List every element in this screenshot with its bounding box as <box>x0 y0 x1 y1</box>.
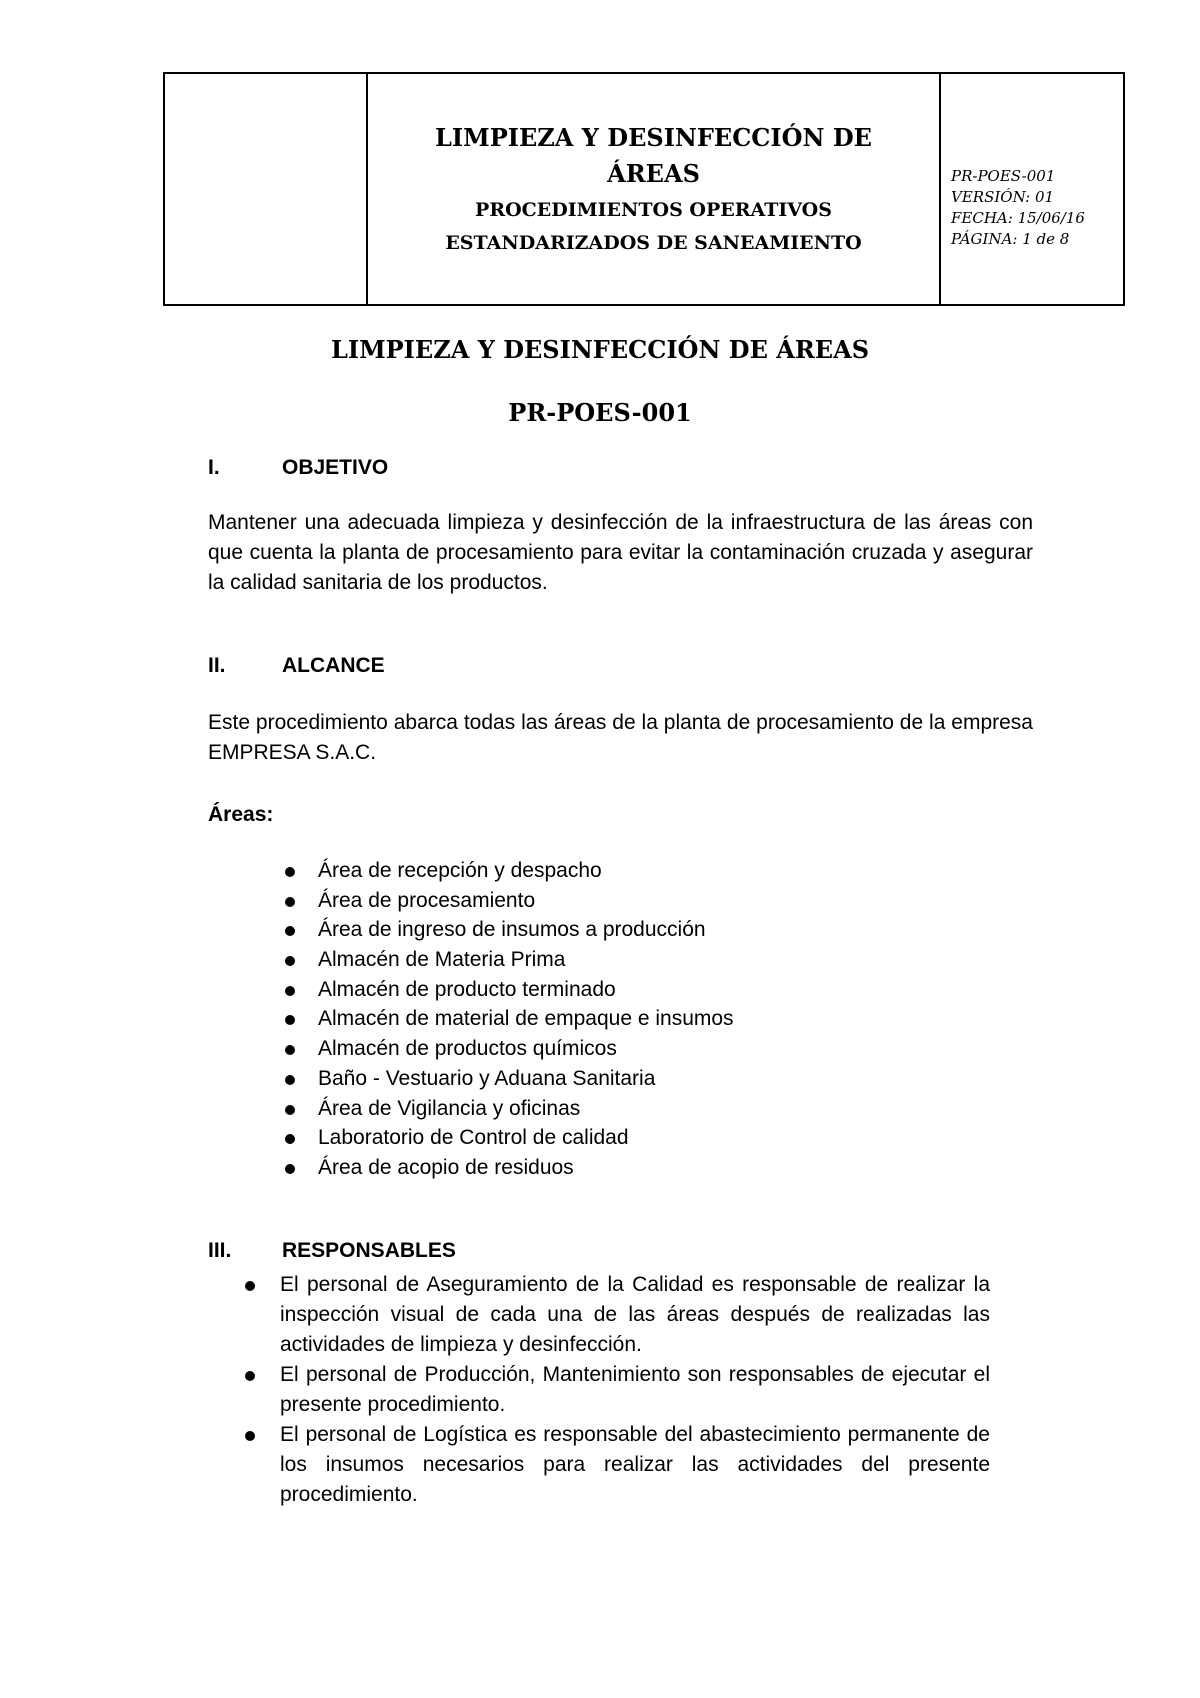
section-number: I. <box>208 456 220 479</box>
document-code: PR-POES-001 <box>508 398 692 427</box>
header-subtitle-line2: ESTANDARIZADOS DE SANEAMIENTO <box>445 232 862 254</box>
bullet-icon <box>285 1164 295 1174</box>
bullet-icon <box>285 867 295 877</box>
header-title-line2: ÁREAS <box>607 159 700 188</box>
document-title: LIMPIEZA Y DESINFECCIÓN DE ÁREAS <box>330 335 870 364</box>
list-item: Área de recepción y despacho <box>285 856 734 886</box>
bullet-icon <box>285 926 295 936</box>
header-meta-cell <box>941 74 1123 304</box>
list-item: Área de procesamiento <box>285 886 734 916</box>
header-page: PÁGINA: 1 de 8 <box>951 230 1070 248</box>
header-title-line1: LIMPIEZA Y DESINFECCIÓN DE <box>435 123 872 152</box>
bullet-icon <box>285 1045 295 1055</box>
alcance-paragraph: Este procedimiento abarca todas las áreas de la planta de procesamiento de la empresa EMPRESA S.A.C. <box>208 711 1033 764</box>
bullet-icon <box>285 1015 295 1025</box>
bullet-icon <box>285 1134 295 1144</box>
header-date: FECHA: 15/06/16 <box>951 209 1085 227</box>
bullet-icon <box>285 986 295 996</box>
section-label: ALCANCE <box>282 654 385 677</box>
areas-list <box>285 856 734 1183</box>
section-label: OBJETIVO <box>282 456 389 479</box>
header-version: VERSIÓN: 01 <box>951 188 1055 206</box>
list-item: El personal de Producción, Mantenimiento son responsables de ejecutar el presente procedimiento. <box>245 1360 990 1420</box>
list-item: Almacén de productos químicos <box>285 1034 734 1064</box>
bullet-icon <box>285 897 295 907</box>
bullet-icon <box>285 1075 295 1085</box>
list-item: Área de acopio de residuos <box>285 1153 734 1183</box>
logo-cell <box>165 74 368 304</box>
list-item: Almacén de material de empaque e insumos <box>285 1004 734 1034</box>
section-number: III. <box>208 1239 232 1262</box>
list-item: Almacén de Materia Prima <box>285 945 734 975</box>
bullet-icon <box>245 1281 255 1291</box>
section-number: II. <box>208 654 226 677</box>
bullet-icon <box>285 956 295 966</box>
document-header-table <box>163 72 1125 306</box>
list-item: Baño - Vestuario y Aduana Sanitaria <box>285 1064 734 1094</box>
areas-label: Áreas: <box>208 803 274 826</box>
list-item: Área de ingreso de insumos a producción <box>285 915 734 945</box>
objetivo-paragraph: Mantener una adecuada limpieza y desinfección de la infraestructura de las áreas con que cuenta la planta de procesamiento para evitar la contaminación cruzada y asegurar la calidad sanitaria de los productos. <box>208 511 1033 594</box>
list-item: Área de Vigilancia y oficinas <box>285 1094 734 1124</box>
list-item: Almacén de producto terminado <box>285 975 734 1005</box>
bullet-icon <box>285 1105 295 1115</box>
bullet-icon <box>245 1371 255 1381</box>
section-label: RESPONSABLES <box>282 1239 456 1262</box>
list-item: El personal de Logística es responsable del abastecimiento permanente de los insumos necesarios para realizar las actividades del presente procedimiento. <box>245 1420 990 1510</box>
list-item: El personal de Aseguramiento de la Calidad es responsable de realizar la inspección visual de cada una de las áreas después de realizadas las actividades de limpieza y desinfección. <box>245 1270 990 1360</box>
bullet-icon <box>245 1431 255 1441</box>
header-subtitle-line1: PROCEDIMIENTOS OPERATIVOS <box>475 199 832 221</box>
header-title-cell <box>368 74 941 304</box>
responsables-list <box>245 1270 990 1510</box>
header-code: PR-POES-001 <box>951 167 1056 185</box>
list-item: Laboratorio de Control de calidad <box>285 1123 734 1153</box>
